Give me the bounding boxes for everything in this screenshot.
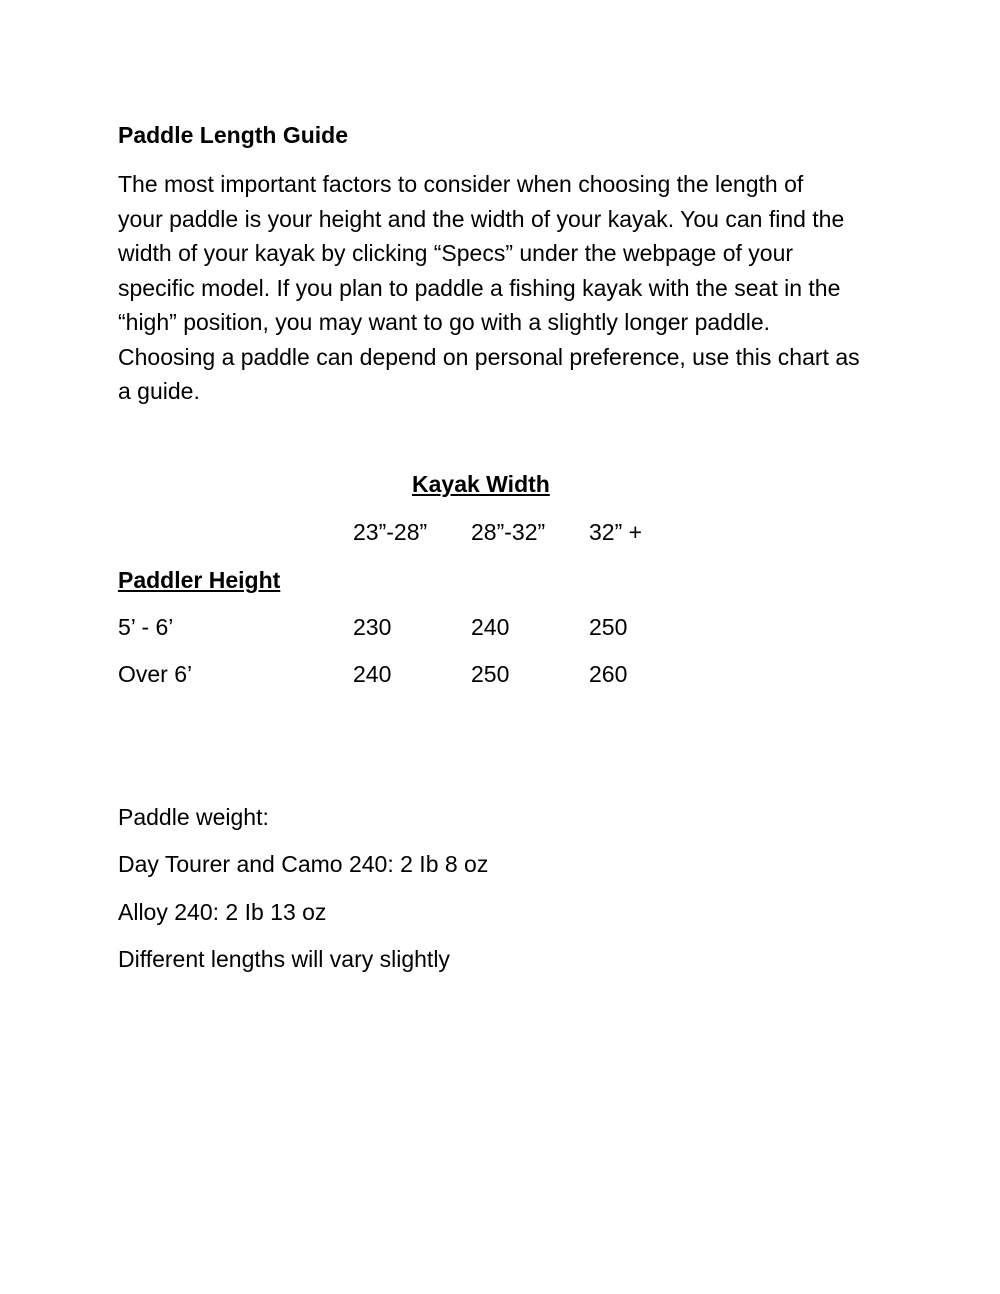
paddler-height-heading: Paddler Height [118,567,281,593]
width-column-header: 32” + [589,519,643,545]
paddle-length-cell: 260 [589,661,628,687]
intro-line: your paddle is your height and the width of your kayak. You can find the [118,205,845,232]
paddle-weight-line: Day Tourer and Camo 240: 2 Ib 8 oz [118,851,489,877]
paddle-length-cell: 250 [471,661,510,687]
paddle-weight-heading: Paddle weight: [118,804,269,830]
paddle-weight-note: Different lengths will vary slightly [118,946,450,972]
intro-line: Choosing a paddle can depend on personal preference, use this chart as [118,343,860,370]
intro-line: The most important factors to consider when choosing the length of [118,171,804,197]
paddle-length-cell: 240 [353,661,392,687]
paddle-length-cell: 230 [353,614,392,640]
intro-line: width of your kayak by clicking “Specs” under the webpage of your [118,240,794,266]
intro-line: a guide. [118,378,200,404]
paddle-length-cell: 250 [589,614,628,640]
width-column-header: 28”-32” [471,519,546,545]
height-row-label: 5’ - 6’ [118,614,174,640]
kayak-width-heading: Kayak Width [412,471,550,497]
intro-line: specific model. If you plan to paddle a fishing kayak with the seat in the [118,274,841,301]
page-title: Paddle Length Guide [118,122,349,148]
width-column-header: 23”-28” [353,519,428,545]
height-row-label: Over 6’ [118,661,193,687]
intro-paragraph [118,167,898,409]
paddle-length-cell: 240 [471,614,510,640]
intro-line: “high” position, you may want to go with a slightly longer paddle. [118,309,771,335]
paddle-weight-line: Alloy 240: 2 Ib 13 oz [118,899,327,925]
